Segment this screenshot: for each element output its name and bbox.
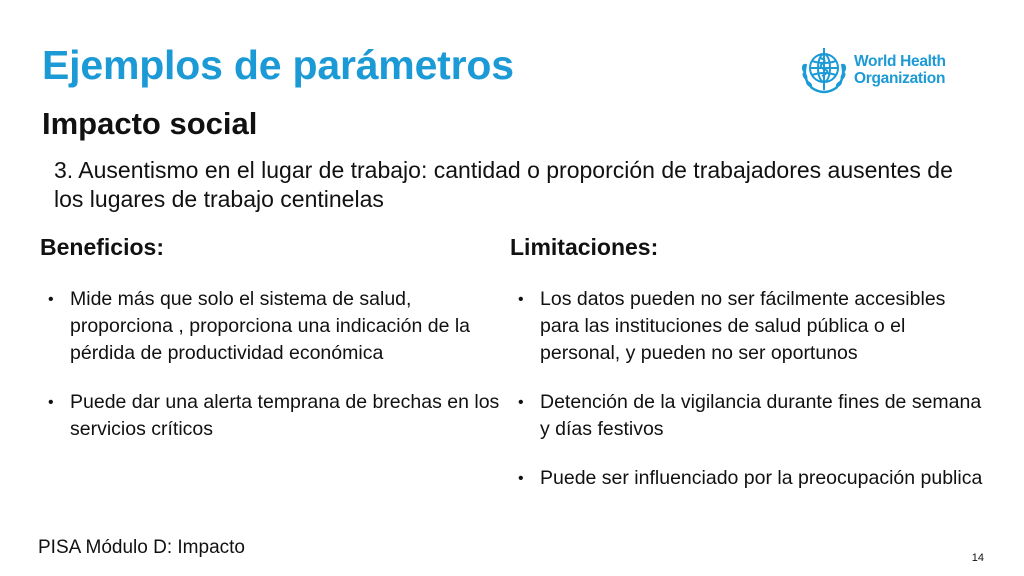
bullet-icon: • — [518, 470, 524, 487]
slide-title: Ejemplos de parámetros — [42, 42, 514, 88]
list-item — [516, 465, 986, 492]
who-logo-text — [854, 53, 946, 87]
who-logo — [798, 44, 998, 96]
list-item-text: Los datos pueden no ser fácilmente accesibles para las instituciones de salud pública o el personal, y pueden no ser oportunos — [540, 288, 946, 364]
who-logo-line1: World Health — [854, 53, 946, 70]
bullet-icon: • — [518, 291, 524, 308]
page-number: 14 — [971, 552, 984, 564]
list-item — [516, 389, 986, 443]
list-item — [516, 286, 986, 367]
bullet-icon: • — [48, 394, 54, 411]
footer-text: PISA Módulo D: Impacto — [38, 537, 245, 558]
list-item — [46, 286, 516, 367]
list-item-text: Mide más que solo el sistema de salud, proporciona , proporciona una indicación de la pérdida de productividad económica — [70, 288, 471, 364]
slide-subtitle: Impacto social — [42, 106, 258, 141]
benefits-list — [46, 286, 516, 465]
bullet-icon: • — [518, 394, 524, 411]
who-logo-line2: Organization — [854, 70, 946, 87]
list-item — [46, 389, 516, 443]
limitations-list — [516, 286, 986, 514]
who-emblem-icon — [798, 44, 850, 96]
intro-text: 3. Ausentismo en el lugar de trabajo: cantidad o proporción de trabajadores ausentes de los lugares de trabajo centinelas — [54, 157, 953, 212]
list-item-text: Puede ser influenciado por la preocupación publica — [540, 467, 983, 489]
benefits-heading: Beneficios: — [40, 234, 164, 260]
limitations-heading: Limitaciones: — [510, 234, 659, 260]
list-item-text: Detención de la vigilancia durante fines de semana y días festivos — [540, 391, 982, 440]
list-item-text: Puede dar una alerta temprana de brechas en los servicios críticos — [70, 391, 500, 440]
bullet-icon: • — [48, 291, 54, 308]
